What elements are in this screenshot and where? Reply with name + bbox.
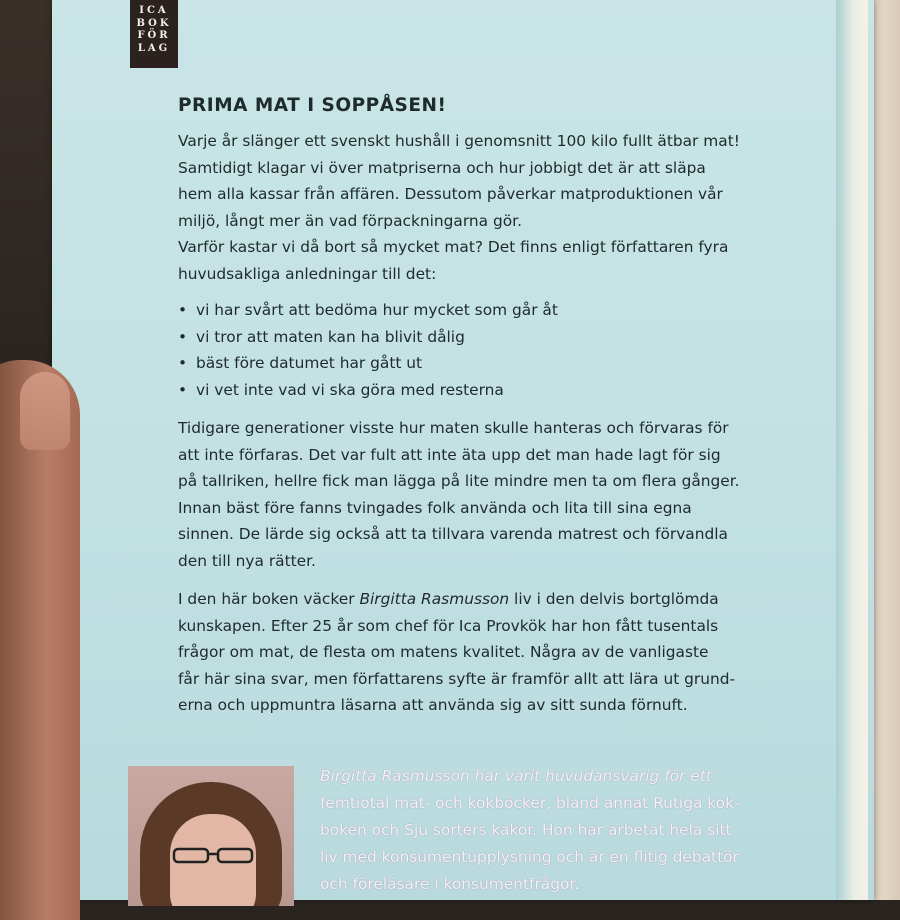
book-paragraph xyxy=(178,586,818,719)
list-item: • bäst före datumet har gått ut xyxy=(178,350,818,377)
author-photo xyxy=(128,766,294,906)
text-line: Varje år slänger ett svenskt hushåll i genomsnitt 100 kilo fullt ätbar mat! xyxy=(178,132,740,150)
text-line: hem alla kassar från affären. Dessutom påverkar matproduktionen vår xyxy=(178,185,723,203)
text-fragment: I den här boken väcker xyxy=(178,590,360,608)
text-line: får här sina svar, men författarens syfte är framför allt att lära ut grund- xyxy=(178,669,736,688)
history-paragraph xyxy=(178,415,818,574)
text-line: Innan bäst före fanns tvingades folk använda och lita till sina egna xyxy=(178,498,692,517)
intro-paragraph xyxy=(178,128,818,287)
text-line: Varför kastar vi då bort så mycket mat? Det finns enligt författaren fyra xyxy=(178,238,729,256)
text-line: femtiotal mat- och kokböcker, bland annat Rutiga kok- xyxy=(320,794,740,812)
text-line: att inte förfaras. Det var fult att inte äta upp det man hade lagt för sig xyxy=(178,445,721,464)
logo-line: LAG xyxy=(137,42,171,54)
glasses-icon xyxy=(170,846,256,864)
reasons-list xyxy=(178,297,818,403)
text-line: erna och uppmuntra läsarna att använda sig av sitt sunda förnuft. xyxy=(178,696,688,714)
blurb-heading: PRIMA MAT I SOPPÅSEN! xyxy=(178,95,447,116)
text-line: kunskapen. Efter 25 år som chef för Ica Provkök har hon fått tusentals xyxy=(178,616,719,635)
author-name: Birgitta Rasmusson xyxy=(359,590,510,608)
list-item: • vi vet inte vad vi ska göra med resterna xyxy=(178,377,818,404)
text-line: frågor om mat, de flesta om matens kvalitet. Några av de vanligaste xyxy=(178,643,709,661)
text-line: huvudsakliga anledningar till det: xyxy=(178,264,437,283)
list-item: • vi har svårt att bedöma hur mycket som går åt xyxy=(178,297,818,324)
text-line: miljö, långt mer än vad förpackningarna gör. xyxy=(178,211,522,230)
text-line: Tidigare generationer visste hur maten skulle hanteras och förvaras för xyxy=(178,419,729,437)
text-line: liv med konsumentupplysning och är en flitig debattör xyxy=(320,848,739,866)
text-fragment: liv i den delvis bortglömda xyxy=(509,590,719,608)
logo-line: FÖR xyxy=(137,30,171,41)
text-line: boken och Sju sorters kakor. Hon har arbetat hela sitt xyxy=(320,821,732,839)
text-line: och föreläsare i konsumentfrågor. xyxy=(320,875,580,893)
text-line: sinnen. De lärde sig också att ta tillvara varenda matrest och förvandla xyxy=(178,525,728,543)
author-bio xyxy=(320,763,840,898)
book-page-edge xyxy=(836,0,868,900)
text-line: Birgitta Rasmusson har varit huvudansvarig för ett xyxy=(320,767,712,785)
text-line: den till nya rätter. xyxy=(178,551,316,570)
logo-line: ICA xyxy=(139,5,169,16)
thumbnail xyxy=(20,372,70,450)
text-line: på tallriken, hellre fick man lägga på lite mindre men ta om flera gånger. xyxy=(178,472,740,490)
blurb-text xyxy=(178,92,818,719)
text-line: Samtidigt klagar vi över matpriserna och hur jobbigt det är att släpa xyxy=(178,158,706,177)
logo-line: BOK xyxy=(136,17,172,29)
list-item: • vi tror att maten kan ha blivit dålig xyxy=(178,324,818,351)
publisher-logo xyxy=(130,0,178,68)
